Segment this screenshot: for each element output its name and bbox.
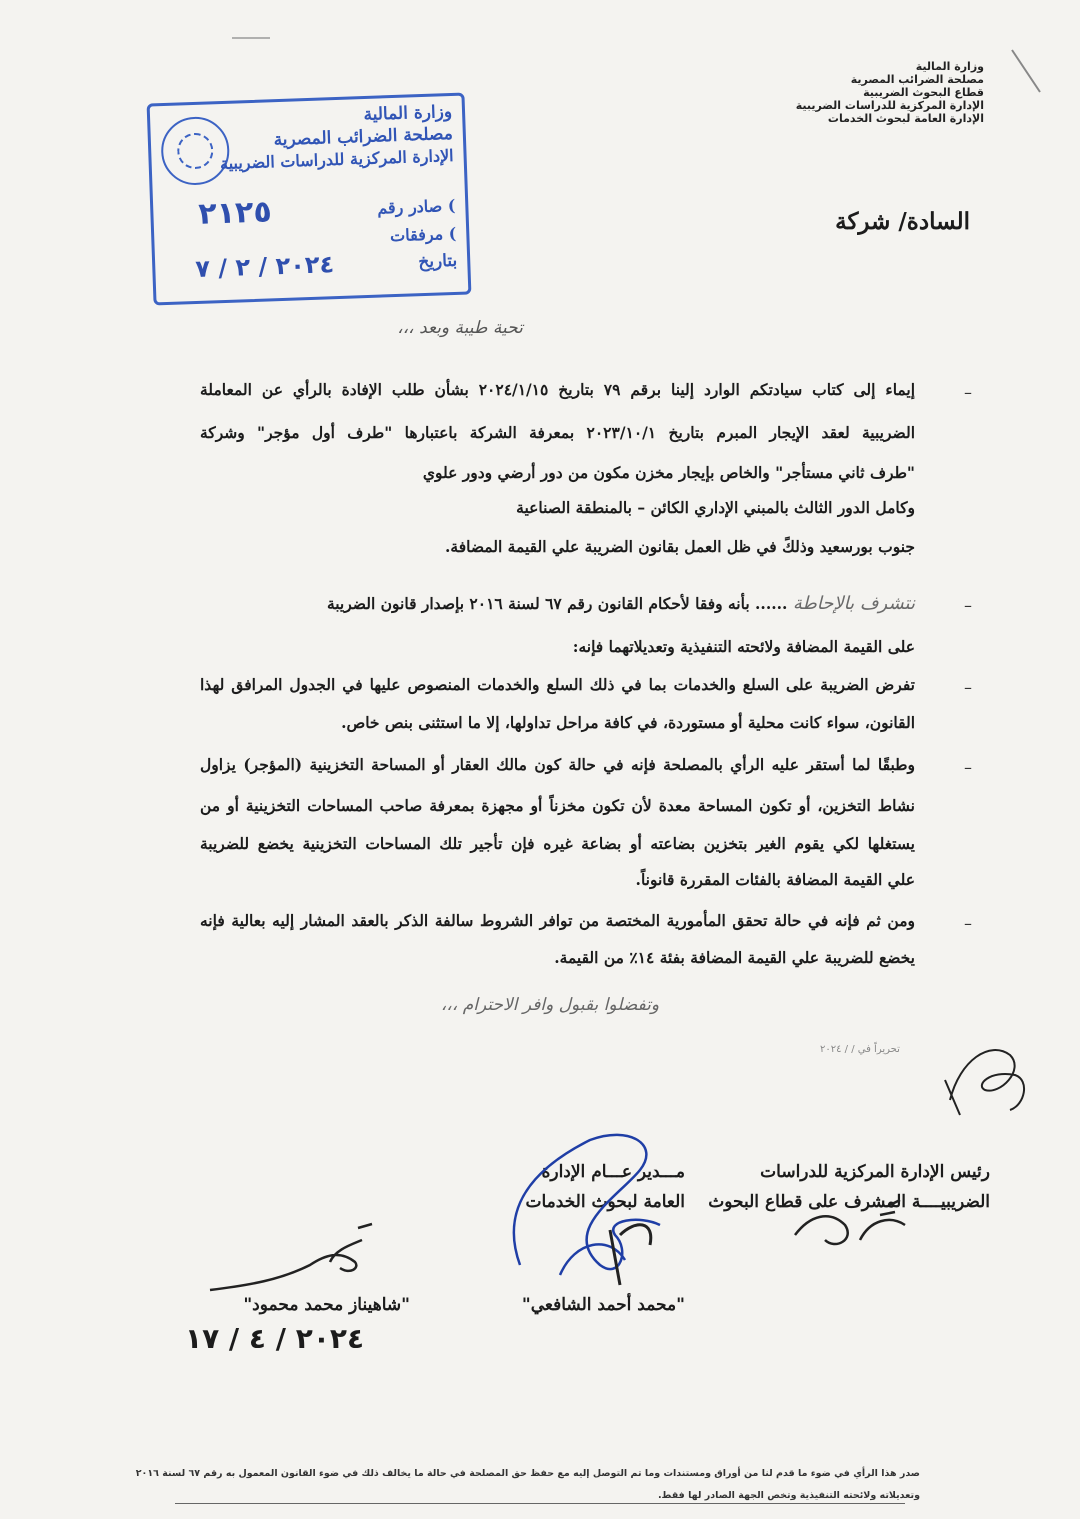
body-line: القانون، سواء كانت محلية أو مستوردة، في كافة مراحل تداولها، إلا ما استثنى بنص خاص. bbox=[341, 713, 915, 732]
closing-phrase: وتفضلوا بقبول وافر الاحترام ،،، bbox=[440, 995, 660, 1015]
body-line: علي القيمة المضافة بالفئات المقررة قانوناً. bbox=[635, 870, 915, 889]
body-line: على القيمة المضافة ولائحته التنفيذية وتعديلاتهما فإنه: bbox=[572, 637, 915, 656]
header-line: الإدارة المركزية للدراسات الضريبية bbox=[795, 99, 984, 112]
header-line: قطاع البحوث الضريبية bbox=[863, 86, 984, 99]
left-signature-icon bbox=[210, 1224, 372, 1290]
handwritten-phrase: نتشرف بالإحاطة bbox=[792, 593, 915, 614]
body-line: "طرف ثاني مستأجر" والخاص بإيجار مخزن مكون من دور أرضي ودور علوي bbox=[422, 463, 915, 482]
stamp-issued-label: صادر رقم ( bbox=[376, 195, 456, 218]
body-line: ومن ثم فإنه في حالة تحقق المأمورية المختصة من توافر الشروط سالفة الذكر بالعقد المشار إليه بعالية فإنه bbox=[200, 911, 915, 930]
body-line: إيماء إلى كتاب سيادتكم الوارد إلينا برقم ٧٩ بتاريخ ٢٠٢٤/١/١٥ بشأن طلب الإفادة بالرأي عن المعاملة bbox=[200, 380, 915, 399]
footer-line: صدر هذا الرأي في ضوء ما قدم لنا من أوراق ومستندات وما تم التوصل إليه مع حفظ حق المصلحة في حالة ما يخالف ذلك في ضوء القانون المعمول به رقم ٦٧ لسنة ٢٠١٦ bbox=[135, 1468, 920, 1479]
header-line: مصلحة الضرائب المصرية bbox=[850, 73, 984, 86]
handwritten-signature-date: ٢٠٢٤ / ٤ / ١٧ bbox=[185, 1322, 365, 1355]
title-line: العامة لبحوث الخدمات bbox=[525, 1192, 685, 1212]
corner-pencil-mark-icon bbox=[1012, 50, 1040, 92]
stamp-title-line: الإدارة المركزية للدراسات الضريبية bbox=[219, 145, 454, 174]
title-line: الضريبيــــة المشرف على قطاع البحوث bbox=[708, 1192, 990, 1212]
body-line: تفرض الضريبة على السلع والخدمات بما في ذلك السلع والخدمات المنصوص عليها في الجدول المرافق لهذا bbox=[200, 675, 915, 694]
bullet-dash: – bbox=[964, 914, 972, 933]
middle-signatory-name: "محمد أحمد الشافعي" bbox=[521, 1295, 685, 1315]
header-line: الإدارة العامة لبحوث الخدمات bbox=[827, 112, 984, 125]
body-line: وطبقًا لما أستقر عليه الرأي بالمصلحة فإنه في حالة كون مالك العقار أو المساحة التخزينية (المؤجر) يزاول bbox=[200, 755, 915, 774]
stamp-title-line: مصلحة الضرائب المصرية bbox=[273, 123, 454, 151]
body-line: يستغلها لكي يقوم الغير بتخزين بضاعته أو بضاعة غيره فإن تأجير تلك المساحات التخزينية يخضع للضريبة bbox=[200, 834, 915, 853]
margin-initial-icon bbox=[945, 1050, 1024, 1115]
right-initials-icon bbox=[795, 1200, 905, 1244]
middle-signature-icon bbox=[610, 1225, 651, 1285]
title-line: مـــدير عـــام الإدارة bbox=[541, 1162, 685, 1182]
greeting: تحية طيبة وبعد ،،، bbox=[397, 318, 523, 338]
bullet-dash: – bbox=[964, 383, 972, 402]
bullet-dash: – bbox=[964, 596, 972, 615]
body-line: الضريبية لعقد الإيجار المبرم بتاريخ ٢٠٢٣/١٠/١ بمعرفة الشركة باعتبارها "طرف أول مؤجر" وشركة bbox=[200, 423, 915, 442]
left-signatory-name: "شاهيناز محمد محمود" bbox=[243, 1295, 410, 1315]
footer-note bbox=[135, 1463, 920, 1507]
header-line: وزارة المالية bbox=[915, 60, 984, 73]
body-line: يخضع للضريبة علي القيمة المضافة بفئة ١٤٪ من القيمة. bbox=[554, 948, 915, 967]
drafting-date: تحريراً في / / ٢٠٢٤ bbox=[820, 1044, 900, 1055]
body-text: ...... بأنه وفقا لأحكام القانون رقم ٦٧ لسنة ٢٠١٦ بإصدار قانون الضريبة bbox=[326, 594, 788, 613]
body-line: وكامل الدور الثالث بالمبني الإداري الكائن – بالمنطقة الصناعية bbox=[516, 498, 915, 517]
recipient: السادة/ شركة bbox=[835, 208, 970, 235]
bullet-dash: – bbox=[964, 678, 972, 697]
stamp-attachments-label: مرفقات ( bbox=[389, 223, 457, 246]
stamp-title-line: وزارة المالية bbox=[363, 101, 453, 126]
footer-line: وتعديلاته ولائحته التنفيذية وتخص الجهة الصادر لها فقط. bbox=[657, 1490, 920, 1501]
stamp-date-handwritten: ٢٠٢٤ / ٢ / ٧ bbox=[194, 250, 335, 283]
bullet-dash: – bbox=[964, 758, 972, 777]
body-line: جنوب بورسعيد وذلكً في ظل العمل بقانون الضريبة علي القيمة المضافة. bbox=[445, 537, 915, 556]
stamp-date-label: بتاريخ bbox=[417, 250, 458, 273]
body-line: نشاط التخزين، أو تكون المساحة معدة لأن تكون مخزناً أو مجهزة بمعرفة صاحب المساحات التخزينية أو من bbox=[200, 796, 915, 815]
title-line: رئيس الإدارة المركزية للدراسات bbox=[760, 1162, 990, 1182]
middle-signature-icon bbox=[514, 1135, 660, 1275]
stamp-number-handwritten: ٢١٢٥ bbox=[197, 194, 273, 232]
